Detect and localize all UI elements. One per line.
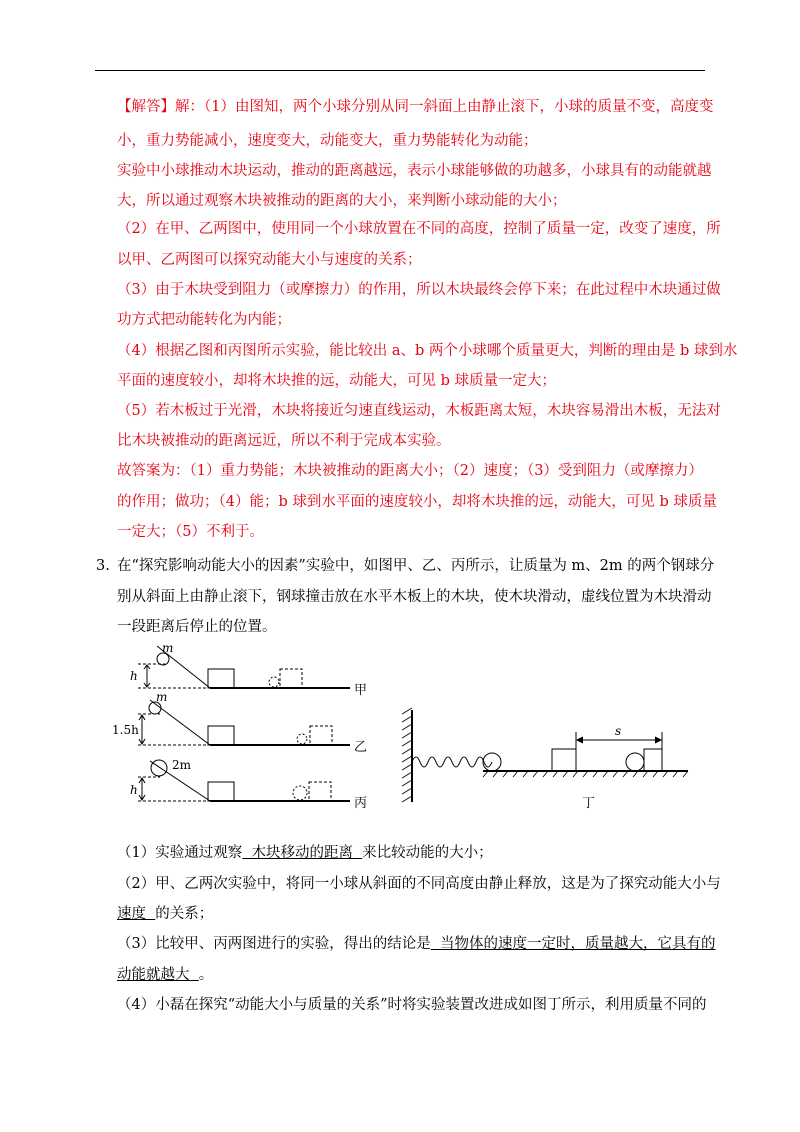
question-stem-line-3: 一段距离后停止的位置。 [117,619,277,635]
sub2-line-1: （2）甲、乙两次实验中，将同一小球从斜面的不同高度由静止释放，这是为了探究动能大小与 [117,876,721,892]
solution-line-11: （5）若木板过于光滑，木块将接近匀速直线运动，木板距离太短，木块容易滑出木板，无法对 [117,403,721,419]
solution-line-14: 的作用；做功；（4）能；b 球到水平面的速度较小，却将木块推的远，动能大，可见 b 球质量 [117,494,717,510]
sub1-answer: 木块移动的距离 [242,845,363,861]
sub1-pre: （1）实验通过观察 [117,845,243,861]
sub3-line-2 [117,965,213,985]
sub4-line-1: （4）小磊在探究“动能大小与质量的关系”时将实验装置改进成如图丁所示，利用质量不同的 [117,997,707,1013]
question-number: 3. [96,558,110,574]
solution-line-10: 平面的速度较小，却将木块推的远，动能大，可见 b 球质量一定大； [117,373,556,389]
solution-line-5: （2）在甲、乙两图中，使用同一个小球放置在不同的高度，控制了质量一定，改变了速度，所 [117,221,721,237]
label-m-jia: m [162,644,174,655]
solution-line-4: 大，所以通过观察木块被推动的距离的大小，来判断小球动能的大小； [117,193,567,209]
sub3-post: 。 [198,967,214,983]
solution-line-3: 实验中小球推动木块运动，推动的距离越远，表示小球能够做的功越多，小球具有的动能就越 [117,163,712,179]
solution-line-15: 一定大；（5）不利于。 [117,524,264,540]
question-stem-line-2: 别从斜面上由静止滚下，钢球撞击放在水平木板上的木块，使木块滑动，虚线位置为木块滑动 [117,589,712,605]
sub3-answer-part1: 当物体的速度一定时，质量越大，它具有的 [430,936,716,952]
label-bing: 丙 [354,796,368,811]
sub2-line-2 [117,904,213,924]
solution-line-2: 小，重力势能减小，速度变大，动能变大，重力势能转化为动能； [117,133,538,149]
label-h-bing: h [130,783,138,797]
solution-line-1: 【解答】解：（1）由图知，两个小球分别从同一斜面上由静止滚下，小球的质量不变，高度变 [117,99,714,115]
label-m-yi: m [156,690,168,704]
sub3-line-1 [117,934,715,954]
label-s: s [615,724,622,738]
solution-line-12: 比木块被推动的距离远近，所以不利于完成本实验。 [117,433,451,449]
label-yi: 乙 [354,740,368,755]
question-stem-line-1: 在“探究影响动能大小的因素”实验中，如图甲、乙、丙所示，让质量为 m、2m 的两个钢球分 [117,558,715,574]
sub1-post: 来比较动能的大小； [362,845,493,861]
sub2-post: 的关系； [155,906,214,922]
sub2-answer: 速度 [117,906,156,922]
sub3-answer-part2: 动能就越大 [117,967,199,983]
solution-line-9: （4）根据乙图和丙图所示实验，能比较出 a、b 两个小球哪个质量更大，判断的理由是 b 球到水 [117,343,738,359]
header-rule [95,70,705,71]
label-m-bing: 2m [172,758,192,772]
sub3-pre: （3）比较甲、丙两图进行的实验，得出的结论是 [117,936,431,952]
label-jia: 甲 [354,683,368,698]
solution-line-13: 故答案为：（1）重力势能；木块被推动的距离大小；（2）速度；（3）受到阻力（或摩擦力） [117,463,703,479]
solution-line-6: 以甲、乙两图可以探究动能大小与速度的关系； [117,252,422,268]
label-h-yi: 1.5h [112,723,139,737]
ramp-figures [110,644,385,814]
spring-figure [398,700,698,825]
solution-line-7: （3）由于木块受到阻力（或摩擦力）的作用，所以木块最终会停下来；在此过程中木块通过做 [117,282,721,298]
label-h-jia: h [130,669,138,683]
label-ding: 丁 [582,796,596,811]
solution-line-8: 功方式把动能转化为内能； [117,312,291,328]
sub1 [117,843,493,863]
